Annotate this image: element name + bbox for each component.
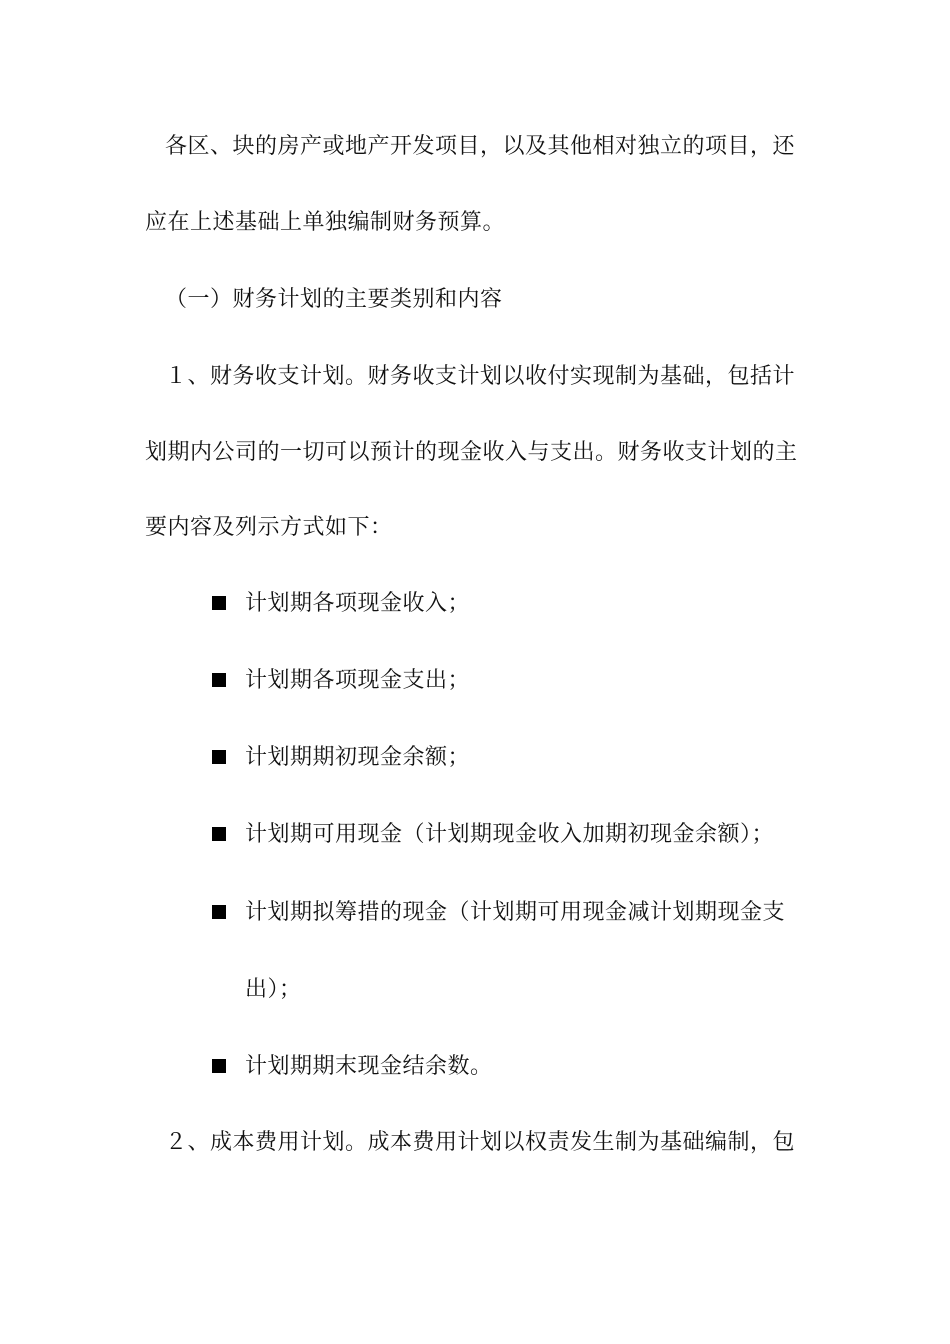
square-bullet-icon	[212, 905, 226, 919]
list-item: 计划期各项现金支出；	[245, 668, 471, 693]
list-item: 计划期可用现金（计划期现金收入加期初现金余额）；	[245, 822, 775, 847]
paragraph-line-2: 应在上述基础上单独编制财务预算。	[145, 210, 506, 235]
list-item: 计划期各项现金收入；	[245, 591, 471, 616]
square-bullet-icon	[212, 596, 226, 610]
paragraph-line-3: １、财务收支计划。财务收支计划以收付实现制为基础，包括计	[165, 364, 796, 389]
list-item: 计划期拟筹措的现金（计划期可用现金减计划期现金支	[245, 900, 786, 925]
paragraph-line-4: 划期内公司的一切可以预计的现金收入与支出。财务收支计划的主	[145, 440, 798, 465]
list-item: 计划期期末现金结余数。	[245, 1054, 493, 1079]
list-item: 计划期期初现金余额；	[245, 745, 471, 770]
square-bullet-icon	[212, 1059, 226, 1073]
paragraph-line-6: ２、成本费用计划。成本费用计划以权责发生制为基础编制，包	[165, 1130, 796, 1155]
paragraph-line-5: 要内容及列示方式如下：	[145, 515, 393, 540]
square-bullet-icon	[212, 673, 226, 687]
paragraph-line-1: 各区、块的房产或地产开发项目，以及其他相对独立的项目，还	[165, 134, 796, 159]
square-bullet-icon	[212, 827, 226, 841]
square-bullet-icon	[212, 750, 226, 764]
list-item-continuation: 出）；	[245, 977, 302, 1002]
section-heading: （一）财务计划的主要类别和内容	[165, 287, 503, 312]
